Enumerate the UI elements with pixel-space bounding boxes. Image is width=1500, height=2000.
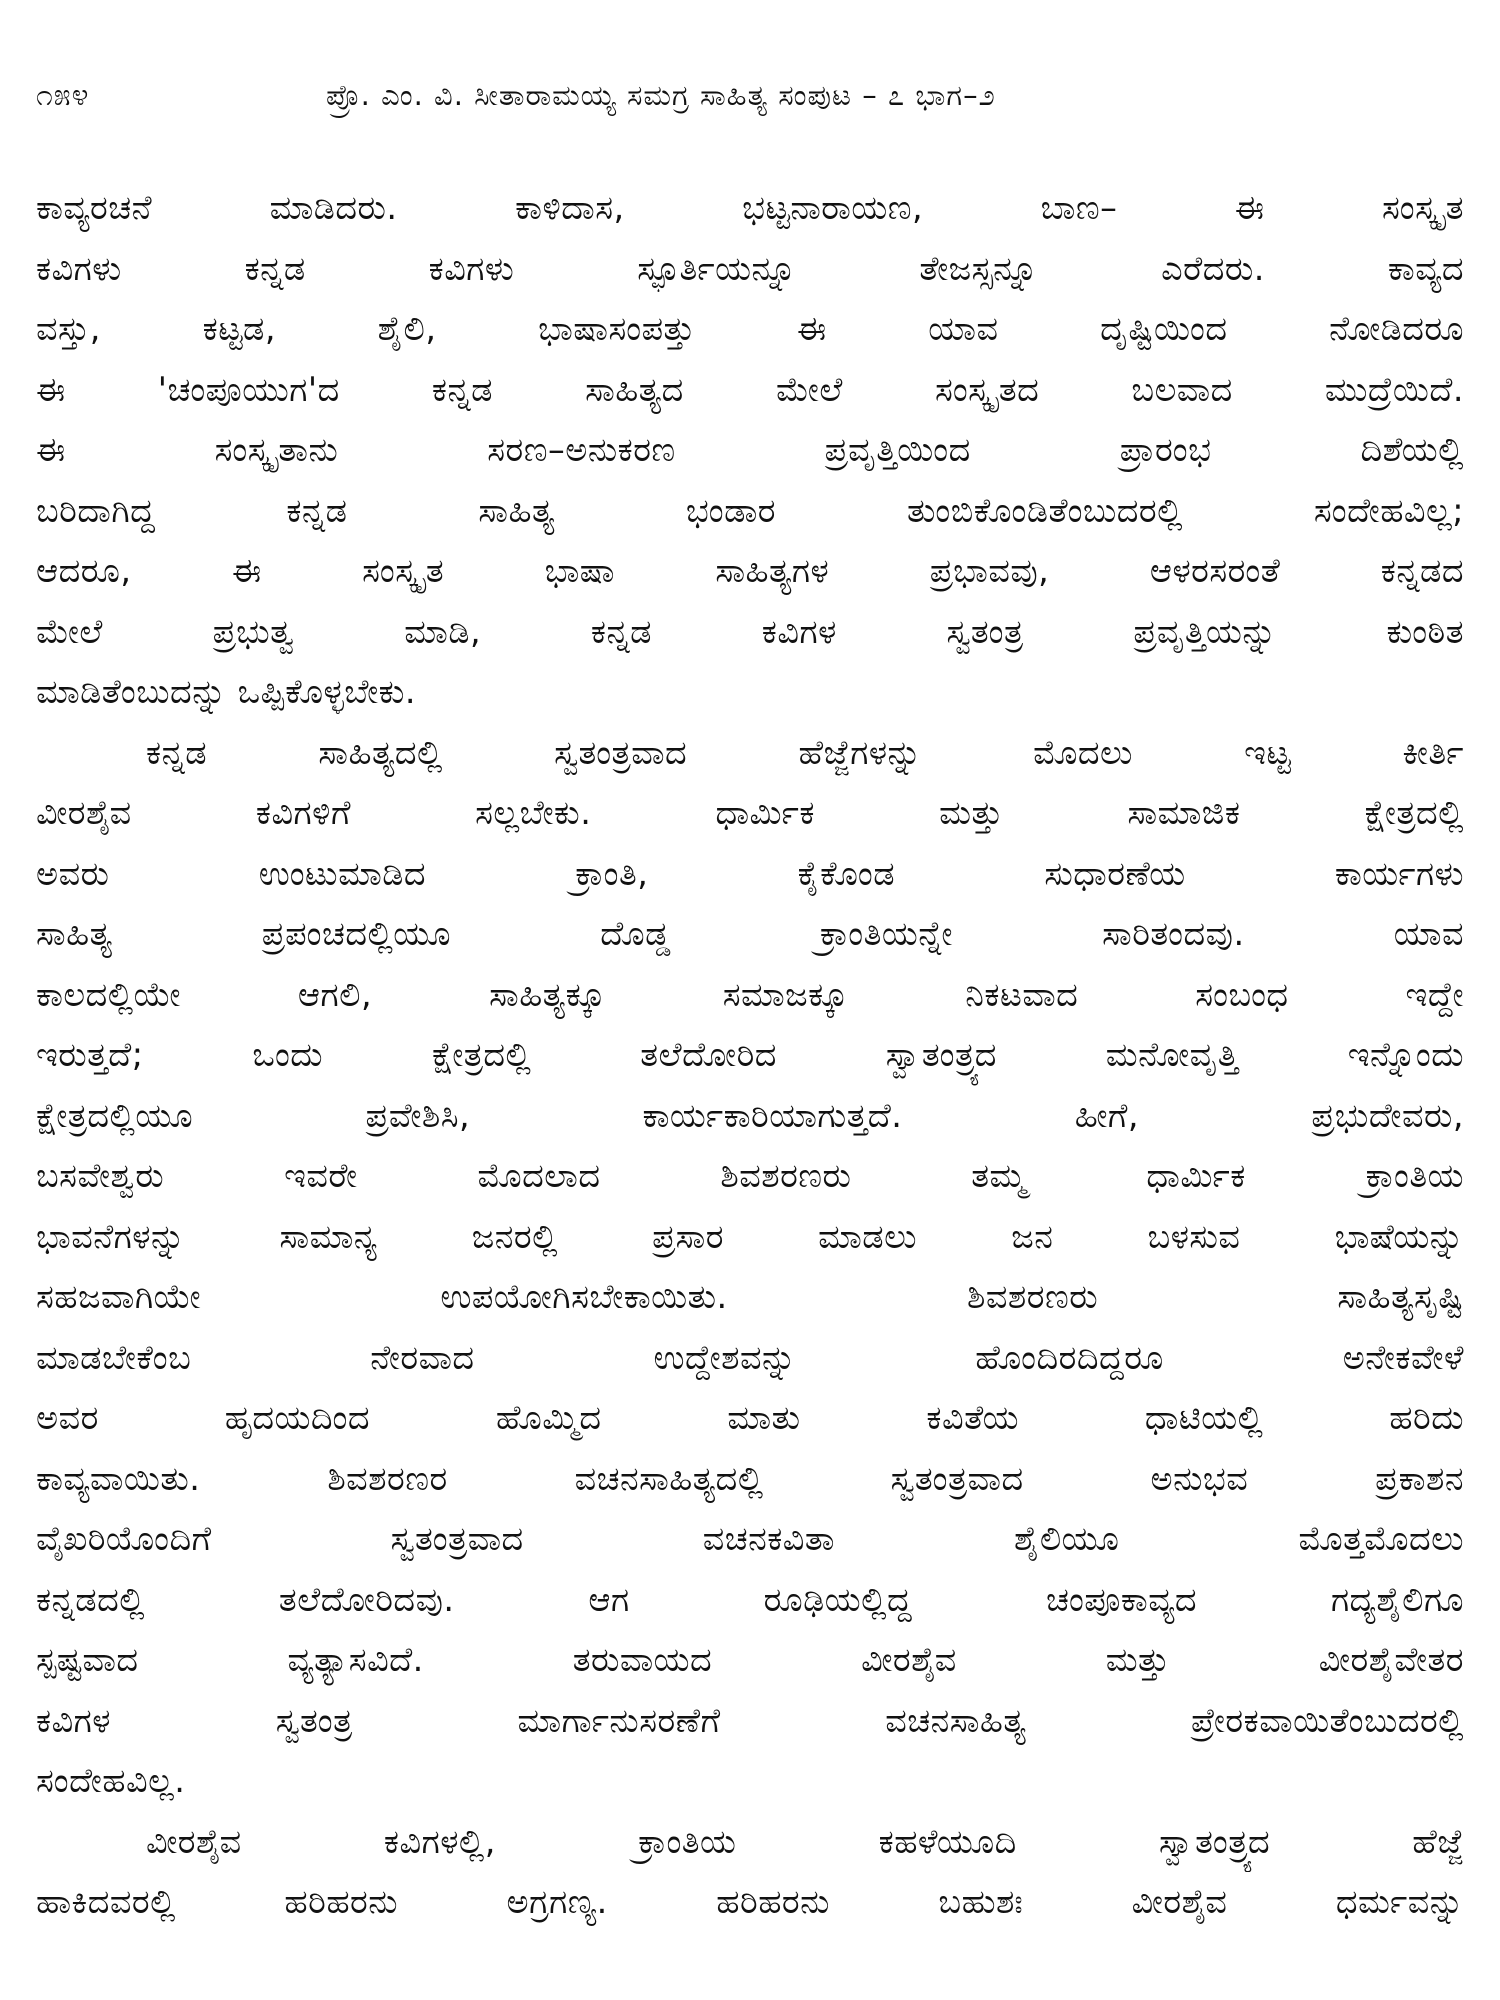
text-line: ಸಾಹಿತ್ಯ ಪ್ರಪಂಚದಲ್ಲಿಯೂ ದೊಡ್ಡ ಕ್ರಾಂತಿಯನ್ನೇ ಸಾರಿತಂದವು. ಯಾವ	[36, 914, 1464, 953]
text-line: ಮಾಡಬೇಕೆಂಬ ನೇರವಾದ ಉದ್ದೇಶವನ್ನು ಹೊಂದಿರದಿದ್ದರೂ ಅನೇಕವೇಳೆ	[36, 1337, 1464, 1377]
text-line: ಮಾಡಿತೆಂಬುದನ್ನು ಒಪ್ಪಿಕೊಳ್ಳಬೇಕು.	[36, 672, 417, 711]
text-line: ಅವರ ಹೃದಯದಿಂದ ಹೊಮ್ಮಿದ ಮಾತು ಕವಿತೆಯ ಧಾಟಿಯಲ್ಲಿ ಹರಿದು	[36, 1398, 1464, 1437]
page-header	[36, 70, 1464, 120]
text-line: ಸಂದೇಹವಿಲ್ಲ.	[36, 1761, 186, 1800]
text-line: ಕ್ಷೇತ್ರದಲ್ಲಿಯೂ ಪ್ರವೇಶಿಸಿ, ಕಾರ್ಯಕಾರಿಯಾಗುತ್ತದೆ. ಹೀಗೆ, ಪ್ರಭುದೇವರು,	[36, 1095, 1464, 1135]
text-line: ವೀರಶೈವ ಕವಿಗಳಿಗೆ ಸಲ್ಲಬೇಕು. ಧಾರ್ಮಿಕ ಮತ್ತು ಸಾಮಾಜಿಕ ಕ್ಷೇತ್ರದಲ್ಲಿ	[36, 793, 1464, 832]
text-line: ಭಾವನೆಗಳನ್ನು ಸಾಮಾನ್ಯ ಜನರಲ್ಲಿ ಪ್ರಸಾರ ಮಾಡಲು ಜನ ಬಳಸುವ ಭಾಷೆಯನ್ನು	[36, 1216, 1464, 1256]
running-title: ಪ್ರೊ. ಎಂ. ವಿ. ಸೀತಾರಾಮಯ್ಯ ಸಮಗ್ರ ಸಾಹಿತ್ಯ ಸಂಪುಟ – ೭ ಭಾಗ–೨	[326, 77, 996, 112]
text-line: ಬರಿದಾಗಿದ್ದ ಕನ್ನಡ ಸಾಹಿತ್ಯ ಭಂಡಾರ ತುಂಬಿಕೊಂಡಿತೆಂಬುದರಲ್ಲಿ ಸಂದೇಹವಿಲ್ಲ;	[36, 490, 1464, 530]
text-line: ಈ 'ಚಂಪೂಯುಗ'ದ ಕನ್ನಡ ಸಾಹಿತ್ಯದ ಮೇಲೆ ಸಂಸ್ಕೃತದ ಬಲವಾದ ಮುದ್ರೆಯಿದೆ.	[36, 369, 1464, 409]
text-line: ಈ ಸಂಸ್ಕೃತಾನು ಸರಣ–ಅನುಕರಣ ಪ್ರವೃತ್ತಿಯಿಂದ ಪ್ರಾರಂಭ ದಿಶೆಯಲ್ಲಿ	[36, 430, 1464, 469]
page-number: ೧೫೪	[36, 77, 90, 113]
text-line: ವೈಖರಿಯೊಂದಿಗೆ ಸ್ವತಂತ್ರವಾದ ವಚನಕವಿತಾ ಶೈಲಿಯೂ ಮೊತ್ತಮೊದಲು	[36, 1519, 1464, 1558]
text-line: ಕನ್ನಡದಲ್ಲಿ ತಲೆದೋರಿದವು. ಆಗ ರೂಢಿಯಲ್ಲಿದ್ದ ಚಂಪೂಕಾವ್ಯದ ಗದ್ಯಶೈಲಿಗೂ	[36, 1579, 1464, 1619]
paragraph-start: ಕನ್ನಡ ಸಾಹಿತ್ಯದಲ್ಲಿ ಸ್ವತಂತ್ರವಾದ ಹೆಜ್ಜೆಗಳನ್ನು ಮೊದಲು ಇಟ್ಟ ಕೀರ್ತಿ	[146, 732, 1464, 772]
text-line: ಹಾಕಿದವರಲ್ಲಿ ಹರಿಹರನು ಅಗ್ರಗಣ್ಯ. ಹರಿಹರನು ಬಹುಶಃ ವೀರಶೈವ ಧರ್ಮವನ್ನು	[36, 1882, 1464, 1921]
text-line: ವಸ್ತು, ಕಟ್ಟಡ, ಶೈಲಿ, ಭಾಷಾಸಂಪತ್ತು ಈ ಯಾವ ದೃಷ್ಟಿಯಿಂದ ನೋಡಿದರೂ	[36, 309, 1464, 348]
text-line: ಅವರು ಉಂಟುಮಾಡಿದ ಕ್ರಾಂತಿ, ಕೈಕೊಂಡ ಸುಧಾರಣೆಯ ಕಾರ್ಯಗಳು	[36, 853, 1464, 893]
body-text	[36, 178, 1464, 1933]
text-line: ಕಾವ್ಯವಾಯಿತು. ಶಿವಶರಣರ ವಚನಸಾಹಿತ್ಯದಲ್ಲಿ ಸ್ವತಂತ್ರವಾದ ಅನುಭವ ಪ್ರಕಾಶನ	[36, 1458, 1464, 1498]
text-line: ಮೇಲೆ ಪ್ರಭುತ್ವ ಮಾಡಿ, ಕನ್ನಡ ಕವಿಗಳ ಸ್ವತಂತ್ರ ಪ್ರವೃತ್ತಿಯನ್ನು ಕುಂಠಿತ	[36, 611, 1464, 651]
text-line: ಕಾವ್ಯರಚನೆ ಮಾಡಿದರು. ಕಾಳಿದಾಸ, ಭಟ್ಟನಾರಾಯಣ, ಬಾಣ– ಈ ಸಂಸ್ಕೃತ	[36, 188, 1464, 227]
text-line: ಆದರೂ, ಈ ಸಂಸ್ಕೃತ ಭಾಷಾ ಸಾಹಿತ್ಯಗಳ ಪ್ರಭಾವವು, ಆಳರಸರಂತೆ ಕನ್ನಡದ	[36, 551, 1464, 590]
text-line: ಕವಿಗಳ ಸ್ವತಂತ್ರ ಮಾರ್ಗಾನುಸರಣೆಗೆ ವಚನಸಾಹಿತ್ಯ ಪ್ರೇರಕವಾಯಿತೆಂಬುದರಲ್ಲಿ	[36, 1700, 1464, 1740]
text-line: ಕಾಲದಲ್ಲಿಯೇ ಆಗಲಿ, ಸಾಹಿತ್ಯಕ್ಕೂ ಸಮಾಜಕ್ಕೂ ನಿಕಟವಾದ ಸಂಬಂಧ ಇದ್ದೇ	[36, 974, 1464, 1014]
text-line: ಬಸವೇಶ್ವರು ಇವರೇ ಮೊದಲಾದ ಶಿವಶರಣರು ತಮ್ಮ ಧಾರ್ಮಿಕ ಕ್ರಾಂತಿಯ	[36, 1156, 1464, 1195]
text-line: ಸ್ಪಷ್ಟವಾದ ವ್ಯತ್ಯಾಸವಿದೆ. ತರುವಾಯದ ವೀರಶೈವ ಮತ್ತು ವೀರಶೈವೇತರ	[36, 1640, 1464, 1679]
text-line: ಇರುತ್ತದೆ; ಒಂದು ಕ್ಷೇತ್ರದಲ್ಲಿ ತಲೆದೋರಿದ ಸ್ವಾತಂತ್ರ್ಯದ ಮನೋವೃತ್ತಿ ಇನ್ನೊಂದು	[36, 1035, 1464, 1074]
paragraph-start: ವೀರಶೈವ ಕವಿಗಳಲ್ಲಿ, ಕ್ರಾಂತಿಯ ಕಹಳೆಯೂದಿ ಸ್ವಾತಂತ್ರ್ಯದ ಹೆಜ್ಜೆ	[146, 1821, 1464, 1861]
text-line: ಸಹಜವಾಗಿಯೇ ಉಪಯೋಗಿಸಬೇಕಾಯಿತು. ಶಿವಶರಣರು ಸಾಹಿತ್ಯಸೃಷ್ಟಿ	[36, 1277, 1464, 1316]
text-line: ಕವಿಗಳು ಕನ್ನಡ ಕವಿಗಳು ಸ್ಫೂರ್ತಿಯನ್ನೂ ತೇಜಸ್ಸನ್ನೂ ಎರೆದರು. ಕಾವ್ಯದ	[36, 248, 1464, 288]
